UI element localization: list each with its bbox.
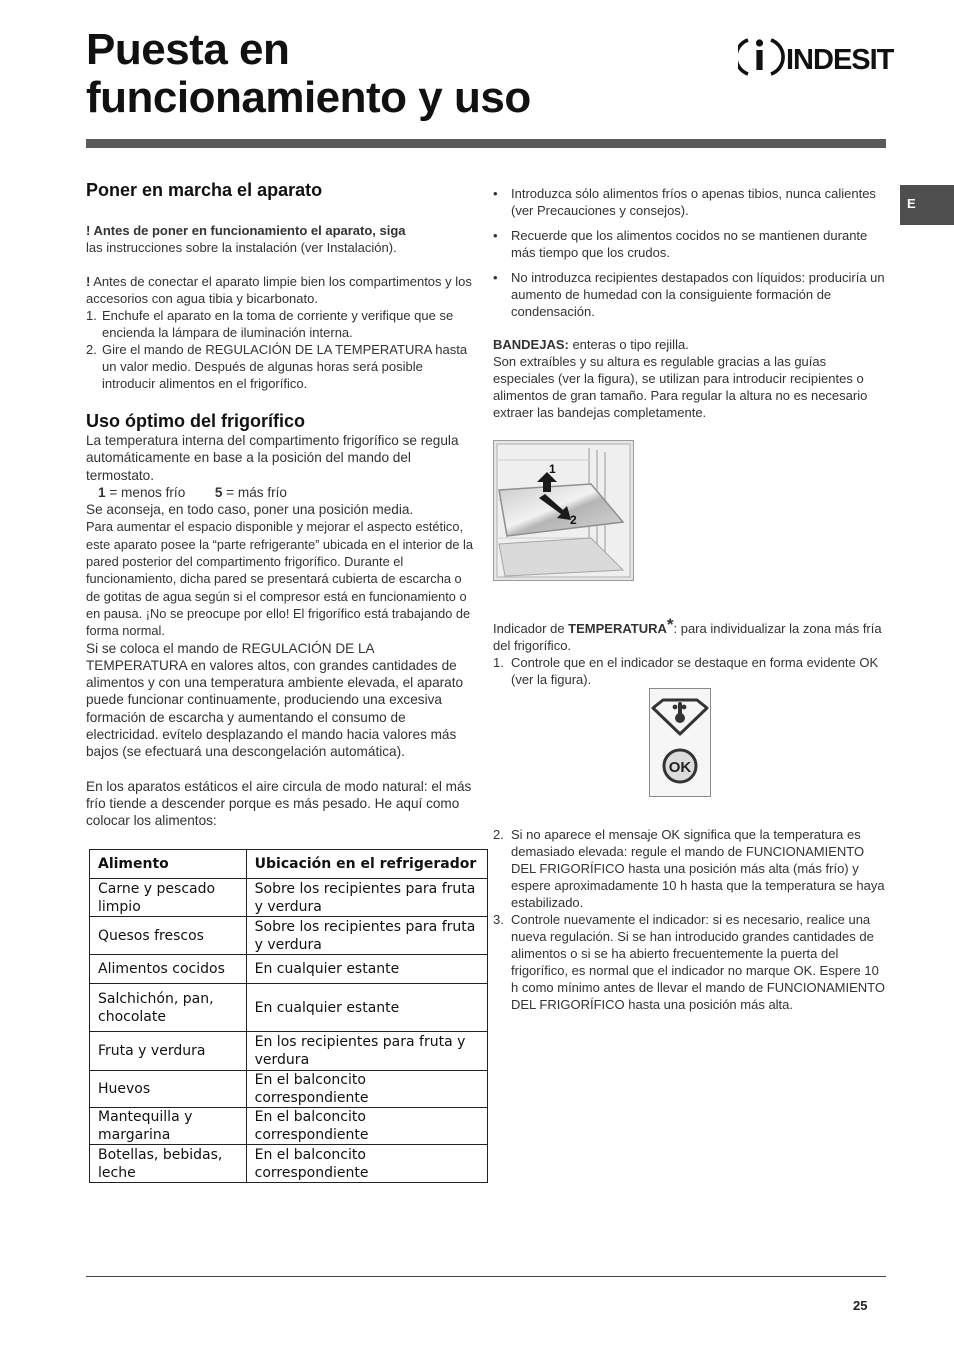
section-heading-usage: Uso óptimo del frigorífico — [86, 411, 305, 431]
indicator-steps-first — [493, 654, 885, 688]
list-item — [86, 341, 478, 392]
indicator-steps-more — [493, 826, 885, 1013]
usage-paragraph: Si se coloca el mando de REGULACIÓN DE LA TEMPERATURA en valores altos, con grandes cantidades de alimentos y con una temperatura ambiente elevada, el aparato puede funcionar continuamente, produciendo una excesiva formación de escarcha y aumentando el consumo de electricidad. evítelo desplazando el mando hacia valores más bajos (se efectuará una descongelación automática). — [86, 640, 464, 760]
table-cell: Quesos frescos — [90, 917, 247, 955]
trays-text: Son extraíbles y su altura es regulable gracias a las guías especiales (ver la figura), se utilizan para introducir recipientes o alimentos de gran tamaño. Para regular la altura no es necesario extraer las bandejas completamente. — [493, 354, 868, 420]
table-cell: Mantequilla y margarina — [90, 1108, 247, 1145]
warning-install-bold: Antes de poner en funcionamiento el aparato, siga — [90, 223, 406, 238]
table-row — [90, 1108, 488, 1145]
indicator-intro — [493, 615, 885, 654]
table-cell: Sobre los recipientes para fruta y verdura — [246, 879, 487, 917]
indicator-suffix: : para individualizar la zona más fría del frigorífico. — [493, 621, 882, 653]
warning-clean-text: Antes de conectar el aparato limpie bien los compartimentos y los accesorios con agua tibia y bicarbonato. — [86, 274, 472, 306]
table-cell: En el balconcito correspondiente — [246, 1145, 487, 1183]
right-column — [493, 185, 885, 421]
step-number: 2. — [86, 342, 97, 357]
page-title-line-1: Puesta en — [86, 25, 290, 74]
section-heading-start: Poner en marcha el aparato — [86, 180, 323, 200]
ok-label: OK — [668, 759, 692, 776]
indesit-logo — [738, 34, 903, 78]
usage-paragraph: Para aumentar el espacio disponible y mejorar el aspecto estético, este aparato posee la “parte refrigerante” ubicada en el interior de la pared posterior del compartimento frigorífico. Durante el funcionamiento, dicha pared se presentará cubierta de escarcha o de gotitas de agua según si el compresor está en funcionamiento o en pausa. ¡No se preocupe por ello! El frigorífico está trabajando de forma normal. — [86, 519, 473, 639]
step-text: Enchufe el aparato en la toma de corriente y verifique que se encienda la lámpara de iluminación interna. — [102, 308, 454, 340]
table-cell: Huevos — [90, 1071, 247, 1108]
warning-install — [86, 222, 478, 256]
start-steps — [86, 307, 478, 392]
warning-mark: ! — [86, 223, 91, 238]
step-number: 2. — [493, 827, 504, 842]
language-tab — [900, 185, 954, 225]
page-title-line-2: funcionamiento y uso — [86, 73, 531, 122]
ok-indicator-icon — [664, 750, 696, 782]
trays-label: BANDEJAS: — [493, 337, 569, 352]
table-cell: Botellas, bebidas, leche — [90, 1145, 247, 1183]
table-row — [90, 917, 488, 955]
list-item — [493, 654, 885, 688]
step-text: Controle nuevamente el indicador: si es necesario, realice una nueva regulación. Si se han introducido grandes cantidades de alimentos o si se ha abierto frecuentemente la puerta del frigorífico, es normal que el indicador no marque OK. Espere 10 h como mínimo antes de llevar el mando de FUNCIONAMIENTO DEL FRIGORÍFICO hasta una posición más alta. — [511, 912, 886, 1012]
food-placement-table — [89, 849, 488, 1183]
list-item — [493, 826, 885, 911]
step-text: Controle que en el indicador se destaque en forma evidente OK (ver la figura). — [511, 655, 879, 687]
table-cell: En cualquier estante — [246, 984, 487, 1032]
storage-tips — [493, 185, 885, 320]
warning-clean — [86, 273, 478, 307]
table-row — [90, 1071, 488, 1108]
indicator-prefix: Indicador de — [493, 621, 569, 636]
brand-wordmark: INDESIT — [786, 44, 894, 76]
table-cell: Sobre los recipientes para fruta y verdura — [246, 917, 487, 955]
indesit-logo-icon — [738, 39, 783, 74]
indicator-bold: TEMPERATURA — [568, 621, 667, 636]
scale-5-number: 5 — [214, 484, 223, 500]
list-item: • Recuerde que los alimentos cocidos no se mantienen durante más tiempo que los crudos. — [493, 227, 885, 261]
table-cell: En cualquier estante — [246, 955, 487, 984]
table-cell: Fruta y verdura — [90, 1032, 247, 1071]
table-header: Ubicación en el refrigerador — [246, 850, 487, 879]
scale-5-text: = más frío — [222, 484, 287, 500]
list-item: • No introduzca recipientes destapados con líquidos: produciría un aumento de humedad con la consiguiente formación de condensación. — [493, 269, 885, 320]
trays-short: enteras o tipo rejilla. — [568, 337, 689, 352]
usage-paragraph: La temperatura interna del compartimento frigorífico se regula automáticamente en base a la posición del mando del termostato. — [86, 433, 459, 483]
shelf-adjustment-figure — [493, 440, 634, 581]
table-header-row — [90, 850, 488, 879]
table-row — [90, 1145, 488, 1183]
table-cell: Alimentos cocidos — [90, 955, 247, 984]
footnote-star: * — [666, 615, 674, 634]
table-row — [90, 879, 488, 917]
list-item — [493, 911, 885, 1013]
table-row — [90, 984, 488, 1032]
table-cell: Salchichón, pan, chocolate — [90, 984, 247, 1032]
usage-paragraph: En los aparatos estáticos el aire circula de modo natural: el más frío tiende a descender porque es más pesado. He aquí como colocar los alimentos: — [86, 778, 472, 829]
step-text: Si no aparece el mensaje OK significa que la temperatura es demasiado elevada: regule el mando de FUNCIONAMIENTO DEL FRIGORÍFICO hasta una posición más alta (más frío) y espere aproximadamente 10 h hasta que la temperatura se haya estabilizado. — [511, 827, 885, 910]
figure-label-1: 1 — [549, 462, 556, 476]
warning-install-text: las instrucciones sobre la instalación (ver Instalación). — [86, 240, 397, 255]
table-cell: En los recipientes para fruta y verdura — [246, 1032, 487, 1071]
usage-body — [86, 432, 478, 518]
header-divider — [86, 139, 886, 148]
table-cell: Carne y pescado limpio — [90, 879, 247, 917]
figure-label-2: 2 — [570, 513, 577, 527]
thermostat-scale — [86, 484, 478, 501]
step-number: 1. — [493, 655, 504, 670]
table-header: Alimento — [90, 850, 247, 879]
usage-paragraph: Se aconseja, en todo caso, poner una posición media. — [86, 502, 414, 518]
warning-mark: ! — [86, 274, 91, 289]
page-number: 25 — [853, 1298, 868, 1313]
indicator-section — [493, 615, 885, 688]
table-cell: En el balconcito correspondiente — [246, 1108, 487, 1145]
table-row — [90, 1032, 488, 1071]
step-number: 3. — [493, 912, 504, 927]
scale-1-text: = menos frío — [105, 484, 186, 500]
temperature-indicator-figure — [649, 688, 711, 797]
table-row — [90, 955, 488, 984]
list-item: • Introduzca sólo alimentos fríos o apenas tibios, nunca calientes (ver Precauciones y consejos). — [493, 185, 885, 219]
page-title — [86, 26, 531, 122]
footer-divider — [86, 1276, 886, 1277]
list-item — [86, 307, 478, 341]
step-text: Gire el mando de REGULACIÓN DE LA TEMPERATURA hasta un valor medio. Después de algunas horas será posible introducir alimentos en el frigorífico. — [102, 342, 468, 391]
table-cell: En el balconcito correspondiente — [246, 1071, 487, 1108]
step-number: 1. — [86, 308, 97, 323]
trays-intro — [493, 336, 885, 353]
language-tab-label: E — [907, 196, 916, 211]
left-column — [86, 179, 478, 830]
scale-1-number: 1 — [98, 484, 106, 500]
